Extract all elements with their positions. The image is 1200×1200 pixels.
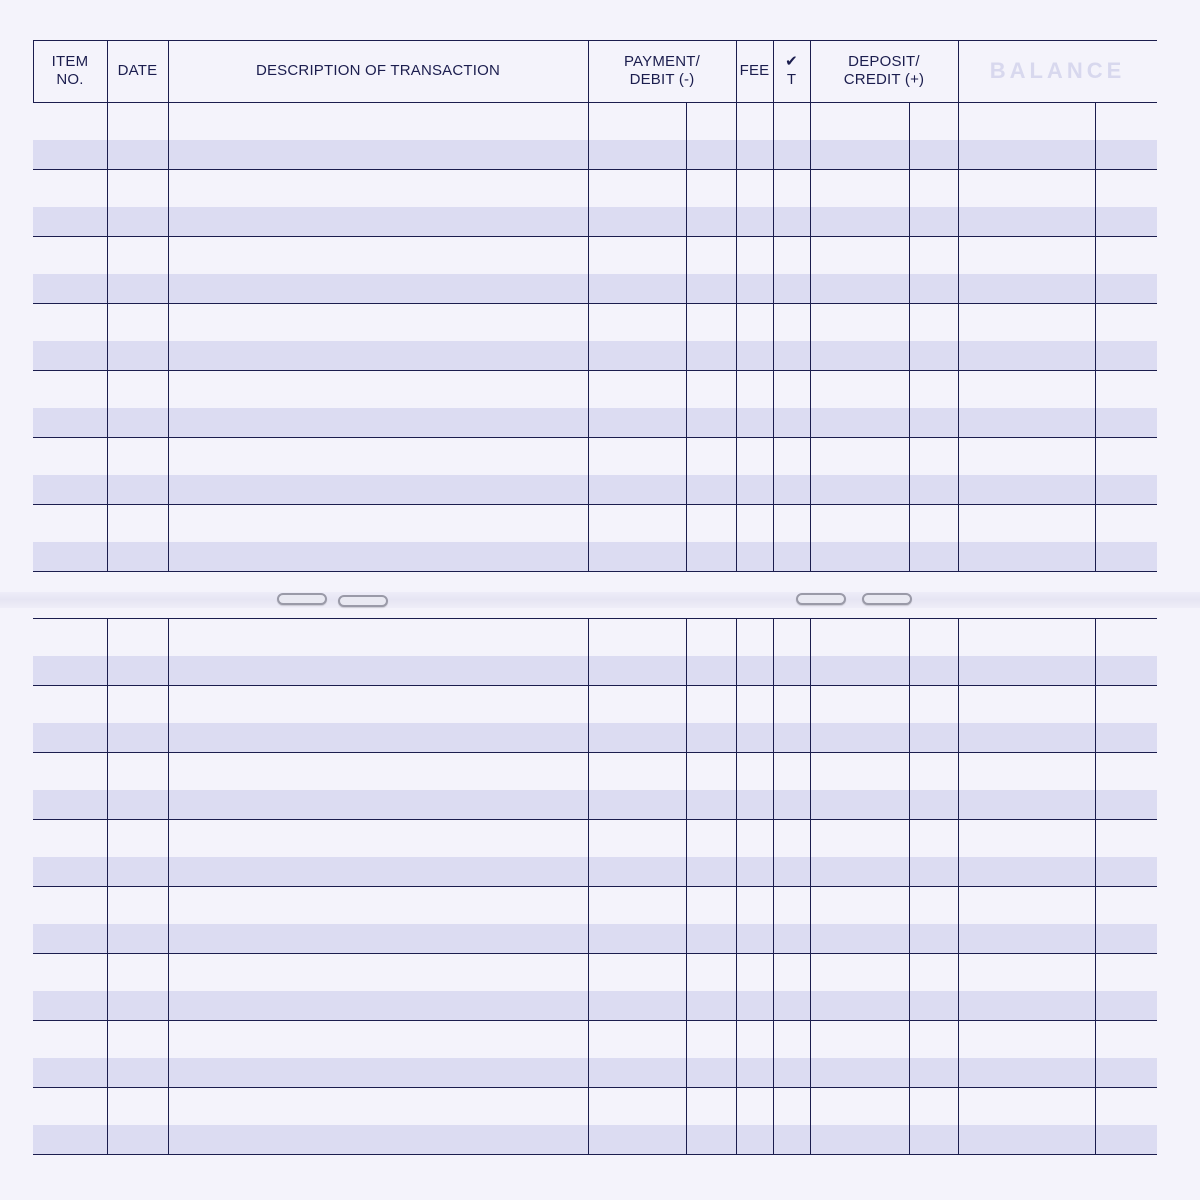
- row-rule: [33, 169, 1157, 170]
- column-rule: [168, 102, 169, 571]
- row-shade-band: [33, 408, 1157, 437]
- header-column-rule: [33, 40, 34, 102]
- header-column-rule: [773, 40, 774, 102]
- row-rule: [33, 504, 1157, 505]
- column-rule: [810, 102, 811, 571]
- row-rule: [33, 685, 1157, 686]
- row-shade-band: [33, 991, 1157, 1020]
- left-edge: [33, 618, 34, 1154]
- row-shade-band: [33, 542, 1157, 571]
- row-rule: [33, 370, 1157, 371]
- column-rule: [686, 618, 687, 1154]
- header-fee: FEE: [739, 62, 770, 79]
- column-rule: [588, 618, 589, 1154]
- row-rule: [33, 571, 1157, 572]
- center-fold: [0, 592, 1200, 608]
- row-shade-band: [33, 140, 1157, 169]
- row-rule: [33, 437, 1157, 438]
- row-shade-band: [33, 924, 1157, 953]
- staple-icon: [796, 593, 846, 605]
- column-rule: [736, 102, 737, 571]
- row-shade-band: [33, 723, 1157, 752]
- header-date: DATE: [117, 62, 158, 79]
- header-column-rule: [958, 40, 959, 102]
- column-rule: [958, 618, 959, 1154]
- column-rule: [1095, 102, 1096, 571]
- column-rule: [107, 102, 108, 571]
- row-rule: [33, 102, 1157, 103]
- header-item-no: ITEM NO.: [51, 53, 89, 88]
- column-rule: [168, 618, 169, 1154]
- row-rule: [33, 303, 1157, 304]
- column-rule: [588, 102, 589, 571]
- header-column-rule: [107, 40, 108, 102]
- column-rule: [773, 102, 774, 571]
- staple-icon: [862, 593, 912, 605]
- header-column-rule: [168, 40, 169, 102]
- column-rule: [1095, 618, 1096, 1154]
- row-rule: [33, 953, 1157, 954]
- row-shade-band: [33, 1125, 1157, 1154]
- header-payment-debit: PAYMENT/ DEBIT (-): [623, 53, 701, 88]
- row-rule: [33, 819, 1157, 820]
- top-register: [33, 40, 1157, 582]
- row-shade-band: [33, 656, 1157, 685]
- row-shade-band: [33, 790, 1157, 819]
- column-rule: [773, 618, 774, 1154]
- bottom-register: [33, 618, 1157, 1160]
- column-rule: [909, 102, 910, 571]
- header-column-rule: [736, 40, 737, 102]
- row-shade-band: [33, 475, 1157, 504]
- header-top-rule: [33, 40, 1157, 41]
- row-rule: [33, 752, 1157, 753]
- header-balance: BALANCE: [989, 58, 1126, 83]
- staple-icon: [277, 593, 327, 605]
- row-rule: [33, 1087, 1157, 1088]
- row-shade-band: [33, 1058, 1157, 1087]
- header-description: DESCRIPTION OF TRANSACTION: [255, 62, 501, 79]
- row-rule: [33, 886, 1157, 887]
- column-rule: [909, 618, 910, 1154]
- row-shade-band: [33, 274, 1157, 303]
- header-column-rule: [588, 40, 589, 102]
- header-check-t: ✔ T: [785, 53, 798, 88]
- column-rule: [686, 102, 687, 571]
- row-shade-band: [33, 207, 1157, 236]
- header-deposit-credit: DEPOSIT/ CREDIT (+): [843, 53, 925, 88]
- row-rule: [33, 618, 1157, 619]
- row-rule: [33, 1020, 1157, 1021]
- column-rule: [736, 618, 737, 1154]
- row-shade-band: [33, 341, 1157, 370]
- header-column-rule: [810, 40, 811, 102]
- column-rule: [107, 618, 108, 1154]
- left-edge: [33, 102, 34, 571]
- row-rule: [33, 1154, 1157, 1155]
- row-rule: [33, 236, 1157, 237]
- column-rule: [958, 102, 959, 571]
- row-shade-band: [33, 857, 1157, 886]
- column-rule: [810, 618, 811, 1154]
- staple-icon: [338, 595, 388, 607]
